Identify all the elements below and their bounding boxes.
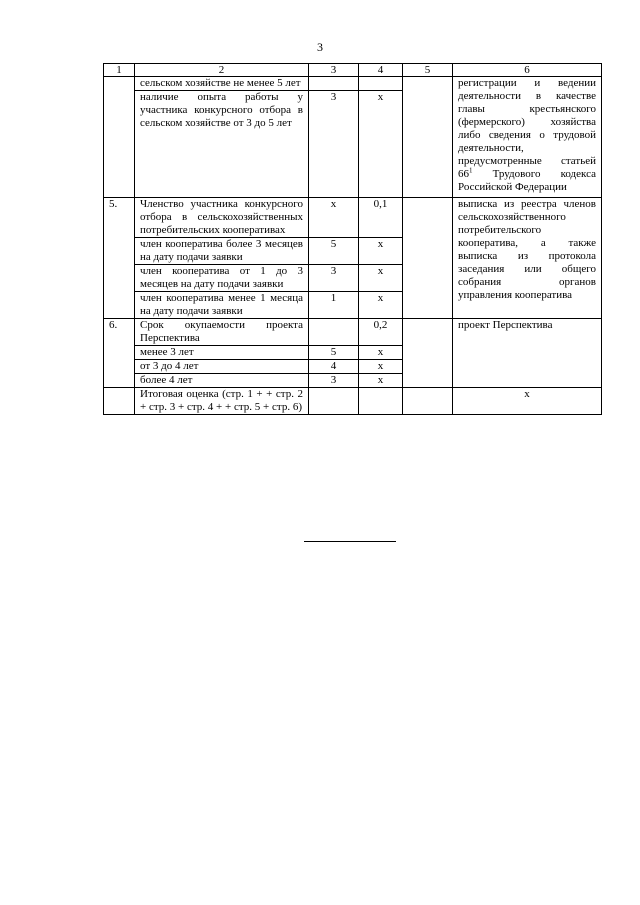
table-row	[104, 77, 602, 91]
table-row	[104, 319, 602, 346]
criterion-cell: сельском хозяйстве не менее 5 лет	[135, 77, 309, 91]
row-number-cell	[104, 388, 135, 415]
table-row	[104, 198, 602, 238]
result-cell	[403, 77, 453, 198]
score-cell: 5	[309, 238, 359, 265]
weight-cell	[359, 388, 403, 415]
closing-line	[304, 541, 396, 542]
score-cell: 4	[309, 360, 359, 374]
table-header-row	[104, 64, 602, 77]
weight-cell: х	[359, 374, 403, 388]
score-cell: 1	[309, 292, 359, 319]
score-cell: х	[309, 198, 359, 238]
weight-cell: х	[359, 91, 403, 198]
document-cell: проект Перспектива	[453, 319, 602, 388]
header-cell: 5	[403, 64, 453, 77]
criterion-cell: менее 3 лет	[135, 346, 309, 360]
header-cell: 3	[309, 64, 359, 77]
score-cell: 3	[309, 91, 359, 198]
header-cell: 2	[135, 64, 309, 77]
document-cell: х	[453, 388, 602, 415]
weight-cell: х	[359, 360, 403, 374]
document-sup: 1	[469, 166, 473, 175]
header-cell: 1	[104, 64, 135, 77]
criterion-cell: Членство участника конкурсного отбора в сельскохозяйственных потребительских кооперативах	[135, 198, 309, 238]
document-cell	[453, 77, 602, 198]
weight-cell: х	[359, 346, 403, 360]
criterion-cell: более 4 лет	[135, 374, 309, 388]
score-cell: 5	[309, 346, 359, 360]
criterion-cell: член кооператива более 3 месяцев на дату подачи заявки	[135, 238, 309, 265]
criterion-cell: член кооператива от 1 до 3 месяцев на дату подачи заявки	[135, 265, 309, 292]
row-number-cell: 5.	[104, 198, 135, 319]
page-number: 3	[317, 40, 323, 54]
weight-cell: 0,1	[359, 198, 403, 238]
criterion-cell: член кооператива менее 1 месяца на дату подачи заявки	[135, 292, 309, 319]
header-cell: 6	[453, 64, 602, 77]
weight-cell: х	[359, 265, 403, 292]
row-number-cell	[104, 77, 135, 198]
score-cell	[309, 388, 359, 415]
result-cell	[403, 319, 453, 388]
result-cell	[403, 388, 453, 415]
criteria-table	[103, 63, 602, 415]
score-cell: 3	[309, 374, 359, 388]
criterion-cell: Срок окупаемости проекта Перспектива	[135, 319, 309, 346]
criterion-cell: наличие опыта работы у участника конкурсного отбора в сельском хозяйстве от 3 до 5 лет	[135, 91, 309, 198]
document-tail: Трудового кодекса Российской Федерации	[458, 168, 596, 193]
weight-cell: 0,2	[359, 319, 403, 346]
result-cell	[403, 198, 453, 319]
weight-cell: х	[359, 292, 403, 319]
score-cell	[309, 77, 359, 91]
document-cell: выписка из реестра членов сельскохозяйственного потребительского кооператива, а также выписка из протокола заседания или общего собрания органов управления кооператива	[453, 198, 602, 319]
weight-cell: х	[359, 238, 403, 265]
document-text: регистрации и ведении деятельности в качестве главы крестьянского (фермерского) хозяйства либо сведения о трудовой деятельности, предусмотренные статьей 66	[458, 77, 596, 180]
total-cell: Итоговая оценка (стр. 1 + + стр. 2 + стр. 3 + стр. 4 + + стр. 5 + стр. 6)	[135, 388, 309, 415]
criterion-cell: от 3 до 4 лет	[135, 360, 309, 374]
weight-cell	[359, 77, 403, 91]
row-number-cell: 6.	[104, 319, 135, 388]
table-row	[104, 388, 602, 415]
score-cell: 3	[309, 265, 359, 292]
score-cell	[309, 319, 359, 346]
header-cell: 4	[359, 64, 403, 77]
